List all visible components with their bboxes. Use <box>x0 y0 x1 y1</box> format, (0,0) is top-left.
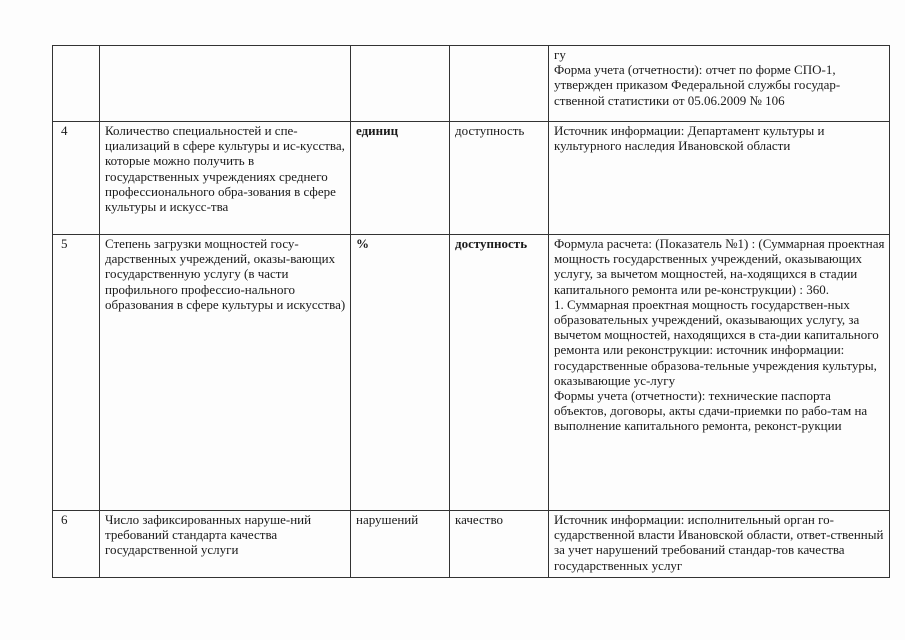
type-cell: качество <box>450 511 549 578</box>
source-cell <box>549 46 890 122</box>
source-text: Источник информации: исполнительный орган го-сударственной власти Ивановской области, ответ-ственный за учет нарушений требований стандар-тов качества государственных услуг <box>554 512 884 573</box>
indicator-name-cell: Число зафиксированных наруше-ний требований стандарта качества государственной услуги <box>100 511 351 578</box>
table-row-continuation <box>53 46 890 122</box>
source-text: Формула расчета: (Показатель №1) : (Суммарная проектная мощность государственных учреждений, оказывающих услугу, за вычетом мощностей, на-ходящихся в стадии капитального ремонта или ре-конструкции) : 360. <box>554 236 885 297</box>
source-text: Форма учета (отчетности): отчет по форме СПО-1, утвержден приказом Федеральной службы государ-ственной статистики от 05.06.2009 № 106 <box>554 62 841 108</box>
indicators-table <box>52 45 890 578</box>
row-number-cell <box>53 46 100 122</box>
row-number-cell: 4 <box>53 122 100 235</box>
indicator-name-cell <box>100 46 351 122</box>
table-row-5 <box>53 235 890 511</box>
source-text: Формы учета (отчетности): технические паспорта объектов, договоры, акты сдачи-приемки по рабо-там на выполнение капитального ремонта, реконст-рукции <box>554 388 868 434</box>
table-row-6 <box>53 511 890 578</box>
row-number-cell: 6 <box>53 511 100 578</box>
unit-cell <box>351 46 450 122</box>
type-cell: доступность <box>450 235 549 511</box>
unit-cell: единиц <box>351 122 450 235</box>
indicator-name-cell: Степень загрузки мощностей госу-дарственных учреждений, оказы-вающих государственную услугу (в части профильного профессио-нального образования в сфере культуры и искусства) <box>100 235 351 511</box>
row-number-cell: 5 <box>53 235 100 511</box>
type-cell: доступность <box>450 122 549 235</box>
source-text: Источник информации: Департамент культуры и культурного наследия Ивановской области <box>554 123 825 154</box>
type-cell <box>450 46 549 122</box>
unit-cell: нарушений <box>351 511 450 578</box>
source-cell <box>549 235 890 511</box>
indicator-name-cell: Количество специальностей и спе-циализаций в сфере культуры и ис-кусства, которые можно получить в государственных учреждениях среднего профессионального обра-зования в сфере культуры и искусс-тва <box>100 122 351 235</box>
table-row-4 <box>53 122 890 235</box>
source-cell <box>549 511 890 578</box>
unit-cell: % <box>351 235 450 511</box>
source-text: гу <box>554 47 566 62</box>
source-cell <box>549 122 890 235</box>
source-text: 1. Суммарная проектная мощность государствен-ных образовательных учреждений, оказывающих услугу, за вычетом мощностей, находящихся в ста-дии капитального ремонта или реконструкции: источник информации: государственные образова-тельные учреждения культуры, оказывающие ус-лугу <box>554 296 879 388</box>
